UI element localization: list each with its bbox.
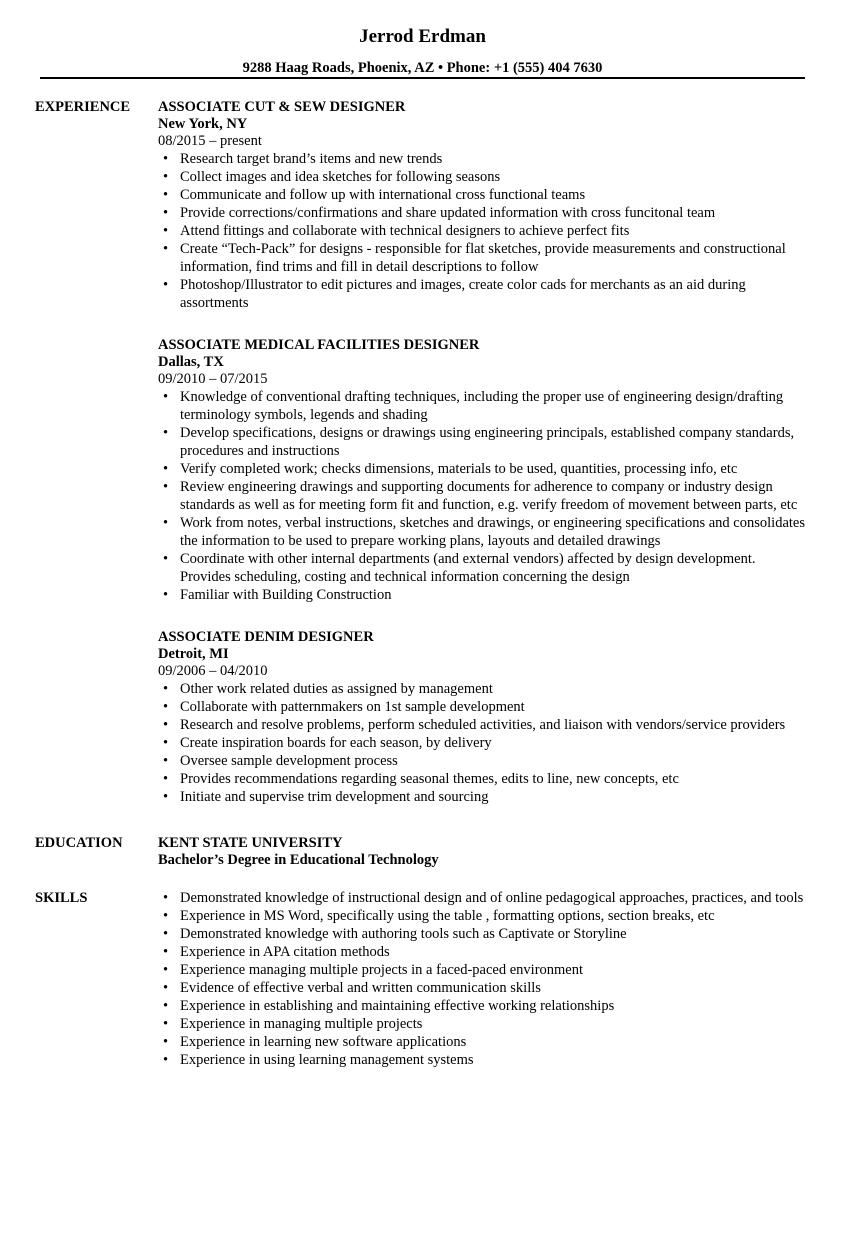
experience-entry [158, 628, 808, 806]
job-title: ASSOCIATE MEDICAL FACILITIES DESIGNER [158, 337, 480, 353]
job-location: Dallas, TX [158, 354, 224, 370]
job-bullet: • Review engineering drawings and supporting documents for adherence to company or industry design standards as well as for meeting form fit and function, e.g. verify freedom of movement between parts, etc [158, 478, 808, 514]
job-bullet: • Provide corrections/confirmations and share updated information with cross funcitonal team [158, 204, 808, 222]
job-bullet: • Coordinate with other internal departments (and external vendors) affected by design development. Provides scheduling, costing and technical information concerning the design [158, 550, 808, 586]
experience-entry [158, 336, 808, 604]
job-location: Detroit, MI [158, 646, 229, 662]
header-divider [40, 77, 805, 79]
skills-entry [158, 889, 808, 1069]
job-bullet-list [158, 150, 808, 312]
job-bullet-list [158, 680, 808, 806]
job-bullet: • Verify completed work; checks dimensions, materials to be used, quantities, processing info, etc [158, 460, 808, 478]
skill-item: • Experience in managing multiple projects [158, 1015, 808, 1033]
job-title: ASSOCIATE DENIM DESIGNER [158, 629, 374, 645]
degree: Bachelor’s Degree in Educational Technology [158, 852, 439, 868]
education-entry [158, 834, 808, 869]
job-bullet: • Develop specifications, designs or drawings using engineering principals, established company standards, procedures and instructions [158, 424, 808, 460]
skill-item: • Demonstrated knowledge of instructional design and of online pedagogical approaches, practices, and tools [158, 889, 808, 907]
job-bullet: • Attend fittings and collaborate with technical designers to achieve perfect fits [158, 222, 808, 240]
job-bullet: • Create “Tech-Pack” for designs - responsible for flat sketches, provide measurements and constructional information, find trims and fill in detail descriptions to follow [158, 240, 808, 276]
job-bullet: • Other work related duties as assigned by management [158, 680, 808, 698]
skill-item: • Experience in establishing and maintaining effective working relationships [158, 997, 808, 1015]
job-bullet: • Research and resolve problems, perform scheduled activities, and liaison with vendors/service providers [158, 716, 808, 734]
skills-list [158, 889, 808, 1069]
skill-item: • Experience in APA citation methods [158, 943, 808, 961]
job-bullet: • Collaborate with patternmakers on 1st sample development [158, 698, 808, 716]
school-name: KENT STATE UNIVERSITY [158, 835, 343, 851]
contact-line: 9288 Haag Roads, Phoenix, AZ • Phone: +1 (555) 404 7630 [242, 60, 603, 76]
job-bullet: • Photoshop/Illustrator to edit pictures and images, create color cads for merchants as an aid during assortments [158, 276, 808, 312]
job-bullet: • Knowledge of conventional drafting techniques, including the proper use of engineering design/drafting terminology symbols, legends and shading [158, 388, 808, 424]
education-section-label: EDUCATION [35, 835, 123, 851]
candidate-name: Jerrod Erdman [359, 26, 486, 47]
skill-item: • Experience managing multiple projects in a faced-paced environment [158, 961, 808, 979]
job-bullet: • Initiate and supervise trim development and sourcing [158, 788, 808, 806]
job-dates: 09/2006 – 04/2010 [158, 663, 268, 679]
job-bullet: • Research target brand’s items and new trends [158, 150, 808, 168]
job-bullet-list [158, 388, 808, 604]
skill-item: • Experience in MS Word, specifically using the table , formatting options, section breaks, etc [158, 907, 808, 925]
skills-section-label: SKILLS [35, 890, 88, 906]
skill-item: • Demonstrated knowledge with authoring tools such as Captivate or Storyline [158, 925, 808, 943]
job-bullet: • Communicate and follow up with international cross functional teams [158, 186, 808, 204]
job-dates: 08/2015 – present [158, 133, 262, 149]
skill-item: • Evidence of effective verbal and written communication skills [158, 979, 808, 997]
skill-item: • Experience in using learning management systems [158, 1051, 808, 1069]
experience-section-label: EXPERIENCE [35, 99, 131, 115]
job-bullet: • Work from notes, verbal instructions, sketches and drawings, or engineering specifications and consolidates the information to be used to prepare working plans, layouts and detailed drawings [158, 514, 808, 550]
skill-item: • Experience in learning new software applications [158, 1033, 808, 1051]
job-bullet: • Familiar with Building Construction [158, 586, 808, 604]
job-dates: 09/2010 – 07/2015 [158, 371, 268, 387]
job-title: ASSOCIATE CUT & SEW DESIGNER [158, 99, 406, 115]
job-bullet: • Provides recommendations regarding seasonal themes, edits to line, new concepts, etc [158, 770, 808, 788]
job-bullet: • Oversee sample development process [158, 752, 808, 770]
job-bullet: • Collect images and idea sketches for following seasons [158, 168, 808, 186]
job-location: New York, NY [158, 116, 248, 132]
job-bullet: • Create inspiration boards for each season, by delivery [158, 734, 808, 752]
experience-entry [158, 98, 808, 312]
